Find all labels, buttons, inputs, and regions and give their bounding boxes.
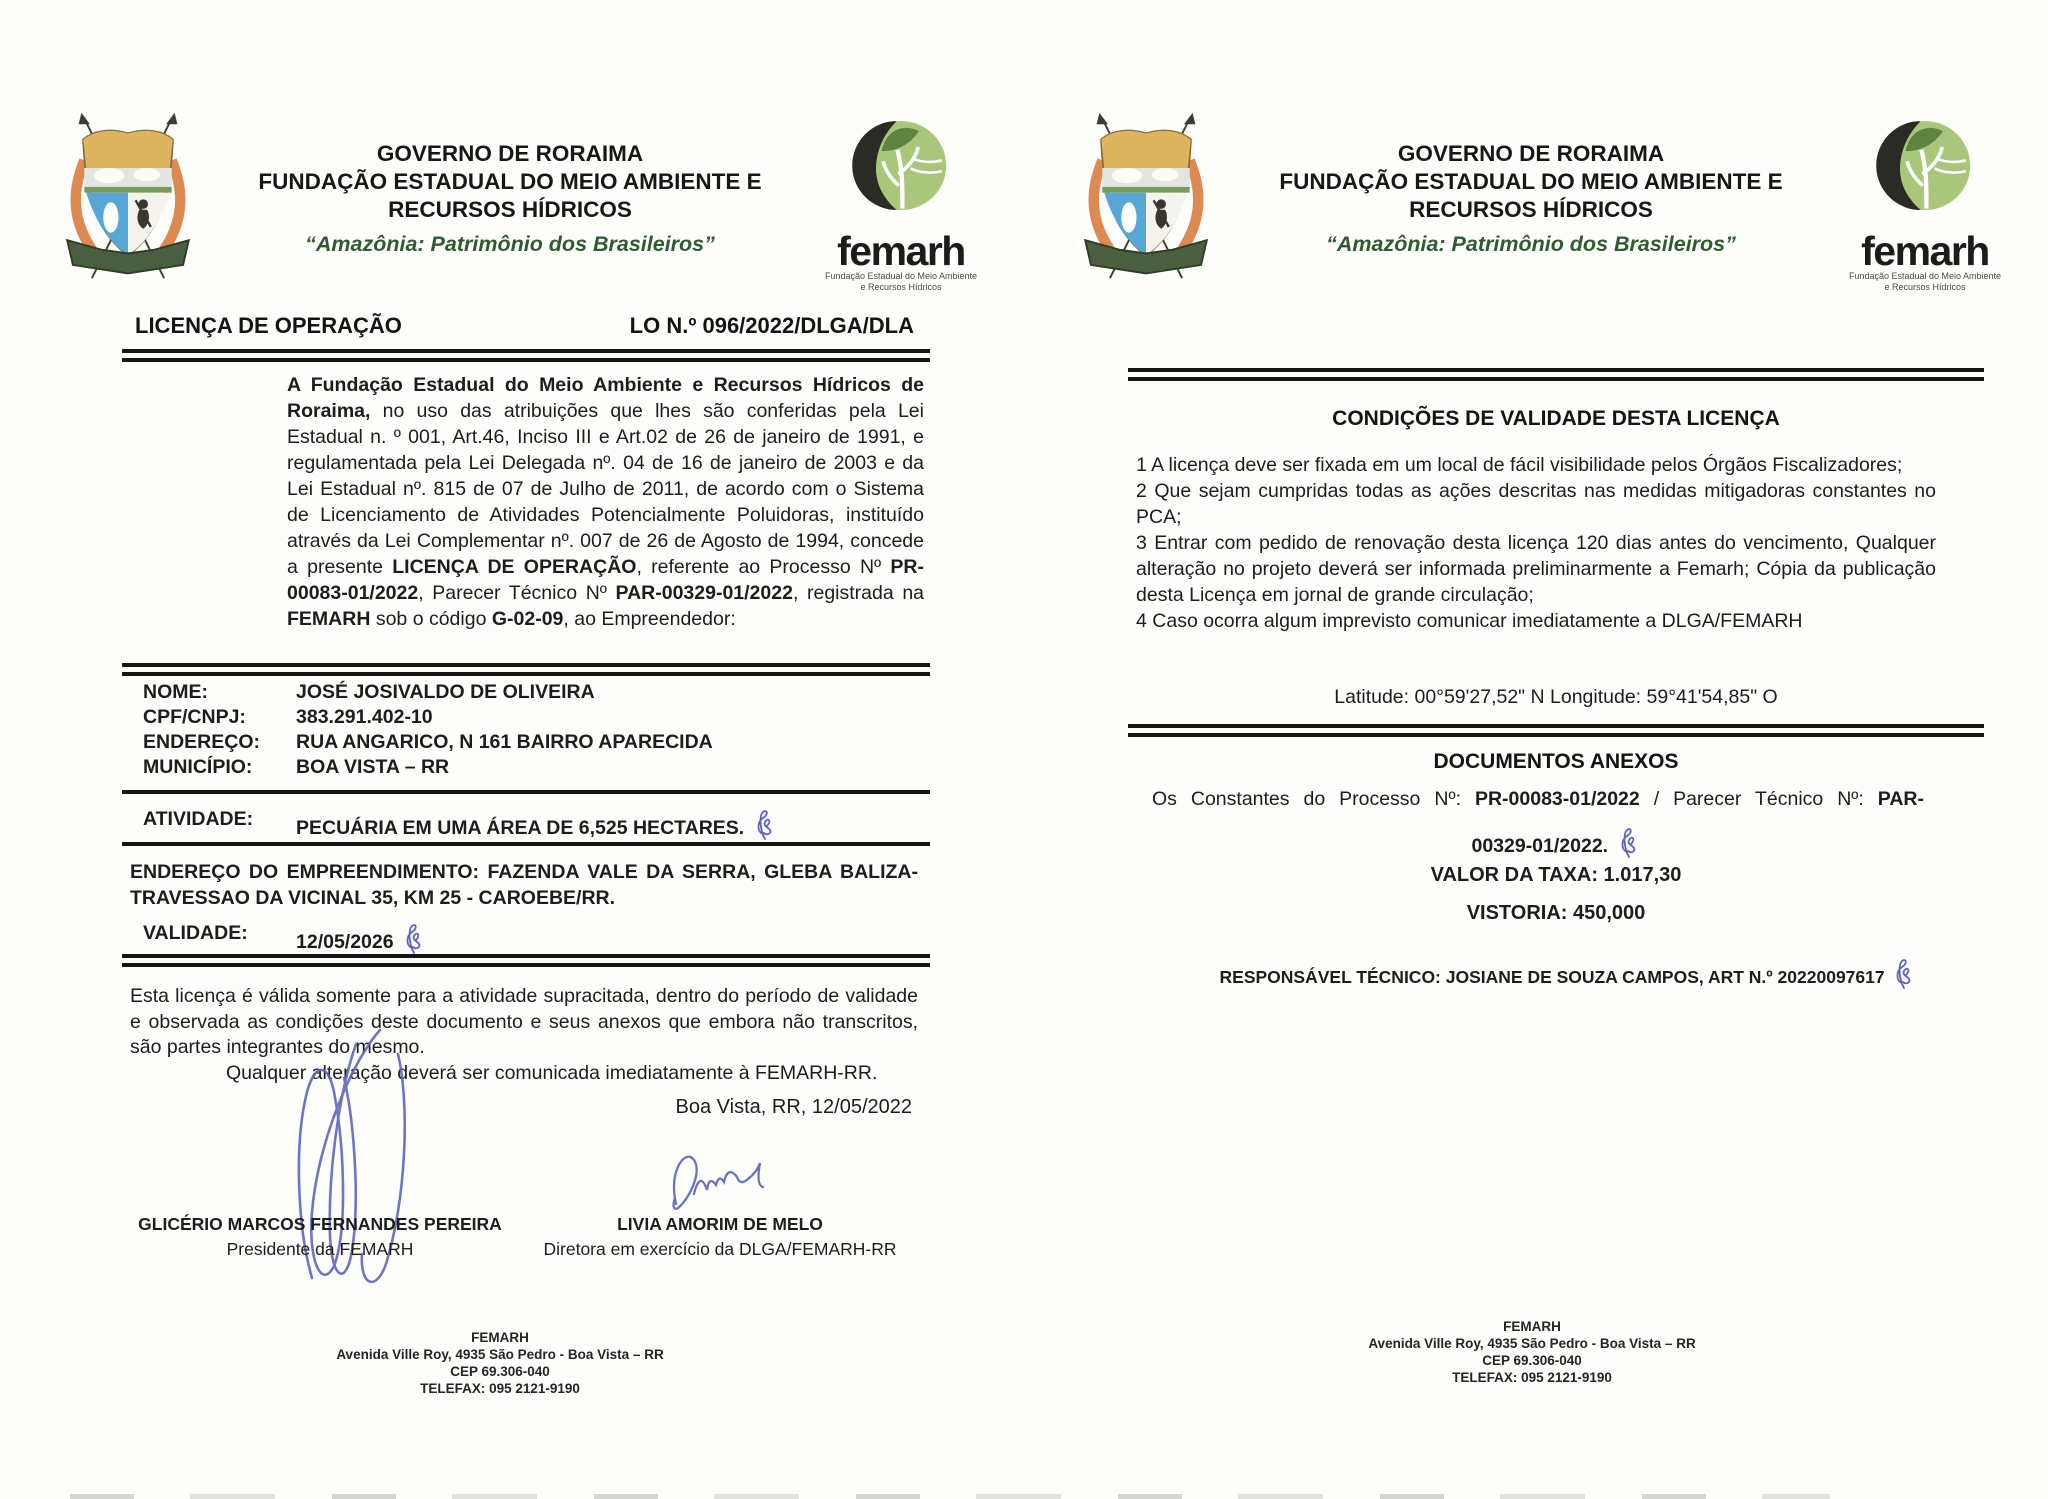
signer-role: Presidente da FEMARH: [226, 1239, 414, 1259]
divider-single: [122, 790, 930, 794]
vistoria-line: VISTORIA: 450,000: [1466, 902, 1646, 924]
signature-right: [528, 1212, 912, 1262]
validade-label: VALIDADE:: [143, 922, 248, 944]
gov-line1: GOVERNO DE RORAIMA: [376, 141, 644, 166]
license-page-2: [1024, 0, 2048, 1499]
scan-artifact-bottom-edge: [70, 1494, 1830, 1499]
page1-footer: FEMARH Avenida Ville Roy, 4935 São Pedro - Boa Vista – RR CEP 69.306-040 TELEFAX: 095 2121-9190: [336, 1330, 664, 1396]
gov-line3: RECURSOS HÍDRICOS: [388, 197, 632, 222]
holder-row-cpf: CPF/CNPJ: 383.291.402-10: [143, 706, 433, 728]
motto: “Amazônia: Patrimônio dos Brasileiros”: [1326, 232, 1736, 256]
holder-row-nome: NOME: JOSÉ JOSIVALDO DE OLIVEIRA: [143, 681, 595, 703]
letterhead-text: [1234, 140, 1828, 258]
initials-mark: [1617, 826, 1641, 860]
femarh-logo: [810, 106, 992, 293]
endereco-empreendimento: ENDEREÇO DO EMPREENDIMENTO: FAZENDA VALE DA SERRA, GLEBA BALIZA-TRAVESSAO DA VICINAL 35, KM 25 - CAROEBE/RR.: [130, 861, 918, 909]
condition-item-1: 1 A licença deve ser fixada em um local de fácil visibilidade pelos Órgãos Fiscalizadores;: [1136, 454, 1903, 476]
holder-row-municipio: MUNICÍPIO: BOA VISTA – RR: [143, 756, 450, 778]
femarh-wordmark: femarh: [1861, 227, 1989, 274]
divider-double: [1128, 368, 1984, 381]
atividade-row: [143, 808, 777, 842]
signer-role: Diretora em exercício da DLGA/FEMARH-RR: [543, 1239, 897, 1259]
atividade-value: PECUÁRIA EM UMA ÁREA DE 6,525 HECTARES.: [296, 808, 777, 842]
validade-row: [143, 922, 426, 956]
divider-double: [122, 954, 930, 967]
document-title: LICENÇA DE OPERAÇÃO: [135, 313, 402, 338]
gov-line1: GOVERNO DE RORAIMA: [1397, 141, 1665, 166]
femarh-leaf-circle: [840, 106, 962, 228]
holder-row-endereco: ENDEREÇO: RUA ANGARICO, N 161 BAIRRO APARECIDA: [143, 731, 713, 753]
initials-mark: [1892, 957, 1916, 991]
initials-mark: [753, 808, 777, 842]
roraima-coat-of-arms: [52, 104, 204, 289]
divider-double: [1128, 724, 1984, 737]
document-title-row: [135, 313, 914, 339]
letterhead-text: [216, 140, 804, 258]
conditions-list: [1136, 452, 1936, 634]
atividade-label: ATIVIDADE:: [143, 808, 254, 830]
validity-paragraph-2: Qualquer alteração deverá ser comunicada imediatamente à FEMARH-RR.: [226, 1061, 878, 1084]
motto: “Amazônia: Patrimônio dos Brasileiros”: [305, 232, 715, 256]
validity-paragraph: Esta licença é válida somente para a atividade supracitada, dentro do período de validade e observada as condições deste documento e seus anexos que embora não transcritos, são partes integrantes do mesmo. Qualquer alteração deverá ser comunicada imediatamente à FEMARH-RR.: [130, 984, 918, 1086]
intro-paragraph: A Fundação Estadual do Meio Ambiente e Recursos Hídricos de Roraima, no uso das atribuições que lhes são conferidas pela Lei Estadual n. º 001, Art.46, Inciso III e Art.02 de 26 de janeiro de 1991, e regulamentada pela Lei Delegada nº. 04 de 16 de janeiro de 2003 e da Lei Estadual nº. 815 de 07 de Julho de 2011, de acordo com o Sistema de Licenciamento de Atividades Potencialmente Poluidoras, instituído através da Lei Complementar nº. 007 de 26 de Agosto de 1994, concede a presente LICENÇA DE OPERAÇÃO, referente ao Processo Nº PR-00083-01/2022, Parecer Técnico Nº PAR-00329-01/2022, registrada na FEMARH sob o código G-02-09, ao Empreendedor:: [287, 374, 925, 630]
conditions-title: CONDIÇÕES DE VALIDADE DESTA LICENÇA: [1332, 407, 1780, 430]
gov-line2: FUNDAÇÃO ESTADUAL DO MEIO AMBIENTE E: [258, 169, 762, 194]
page1-letterhead: [52, 104, 992, 294]
responsavel-line: RESPONSÁVEL TÉCNICO: JOSIANE DE SOUZA CAMPOS, ART N.º 20220097617: [1128, 957, 2008, 991]
condition-item-4: 4 Caso ocorra algum imprevisto comunicar imediatamente a DLGA/FEMARH: [1136, 610, 1803, 632]
validade-value: 12/05/2026: [296, 922, 426, 956]
roraima-coat-of-arms: [1070, 104, 1222, 289]
gov-line2: FUNDAÇÃO ESTADUAL DO MEIO AMBIENTE E: [1279, 169, 1783, 194]
divider-single: [122, 842, 930, 846]
documents-line1: Os Constantes do Processo Nº: PR-00083-01/2022 / Parecer Técnico Nº: PAR-: [1152, 788, 1924, 810]
gov-line3: RECURSOS HÍDRICOS: [1409, 197, 1653, 222]
femarh-logo-caption: Fundação Estadual do Meio Ambiente e Recursos Hídricos: [824, 270, 978, 292]
coordinates-line: Latitude: 00°59'27,52" N Longitude: 59°41'54,85" O: [1334, 686, 1778, 708]
holder-info-block: [143, 680, 923, 780]
page2-letterhead: [1070, 104, 2016, 294]
president-signature-scribble: [252, 1022, 452, 1312]
documents-line2: 00329-01/2022.: [1128, 826, 1984, 860]
page2-footer: FEMARH Avenida Ville Roy, 4935 São Pedro - Boa Vista – RR CEP 69.306-040 TELEFAX: 095 2121-9190: [1368, 1319, 1696, 1385]
femarh-wordmark: femarh: [837, 227, 965, 274]
date-line: Boa Vista, RR, 12/05/2022: [675, 1096, 912, 1118]
femarh-leaf-circle: [1864, 106, 1986, 228]
coat-of-arms-slot: [1070, 104, 1228, 294]
coat-of-arms-slot: [52, 104, 210, 294]
signer-name: LIVIA AMORIM DE MELO: [617, 1214, 823, 1234]
taxa-line: VALOR DA TAXA: 1.017,30: [1430, 864, 1682, 886]
condition-item-2: 2 Que sejam cumpridas todas as ações descritas nas medidas mitigadoras constantes no PCA;: [1136, 480, 1936, 528]
signer-name: GLICÉRIO MARCOS FERNANDES PEREIRA: [138, 1214, 502, 1234]
initials-mark: [402, 922, 426, 956]
license-number: LO N.º 096/2022/DLGA/DLA: [629, 313, 914, 338]
signature-left: [128, 1212, 512, 1262]
divider-double: [122, 349, 930, 362]
femarh-logo-caption: Fundação Estadual do Meio Ambiente e Recursos Hídricos: [1848, 270, 2002, 292]
documents-title: DOCUMENTOS ANEXOS: [1433, 750, 1679, 773]
condition-item-3: 3 Entrar com pedido de renovação desta licença 120 dias antes do vencimento, Qualquer alteração no projeto deverá ser informada preliminarmente a Femarh; Cópia da publicação desta Licença em jornal de grande circulação;: [1136, 532, 1936, 606]
femarh-logo: [1834, 106, 2016, 293]
divider-double: [122, 663, 930, 676]
